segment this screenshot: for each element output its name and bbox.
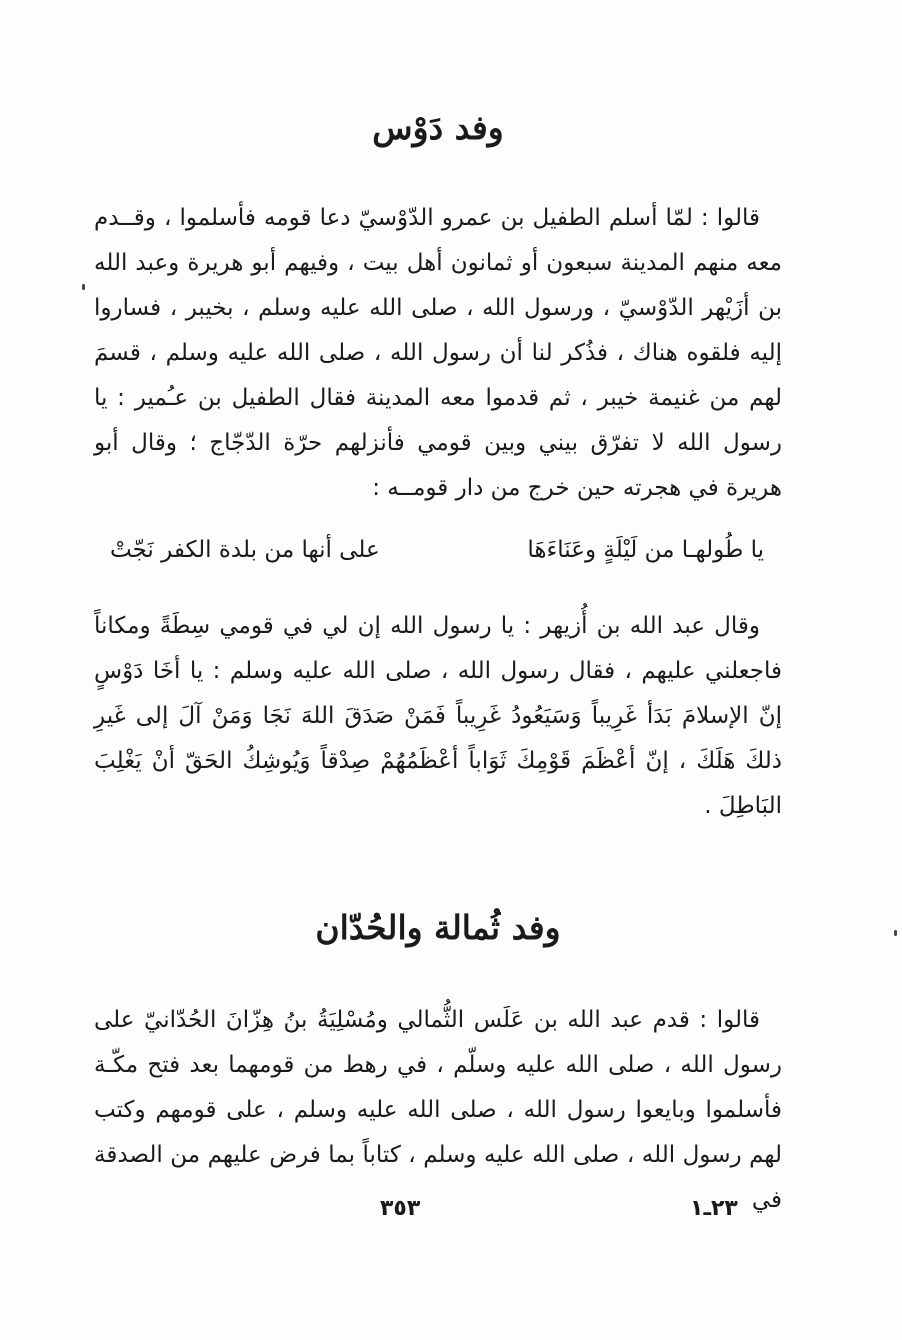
section-title-wafd-thumala: وفد ثُمالة والحُدّان (315, 908, 561, 947)
signature-mark: ٢٣ـ١ (690, 1196, 738, 1221)
section-body-wafd-thumala (94, 998, 782, 1223)
section-body-wafd-daws (94, 196, 782, 511)
print-speck (894, 930, 897, 936)
print-speck (82, 284, 85, 290)
poem-verse (110, 530, 764, 570)
paragraph-daws-1: قالوا : لمّا أسلم الطفيل بن عمرو الدّوْسيّ دعا قومه فأسلموا ، وقــدم معه منهم المدينة سبعون أو ثمانون أهل بيت ، وفيهم أبو هريرة وعبد الله بن أزَيْهر الدّوْسيّ ، ورسول الله ، صلى الله عليه وسلم ، بخيبر ، فساروا إليه فلقوه هناك ، فذُكر لنا أن رسول الله ، صلى الله عليه وسلم ، قسمَ لهم من غنيمة خيبر ، ثم قدموا معه المدينة فقال الطفيل بن عـُمير : يا رسول الله لا تفرّق بيني وبين قومي فأنزلهم حرّة الدّجّاج ؛ وقال أبو هريرة في هجرته حين خرج من دار قومــه : (94, 205, 782, 501)
paragraph-thumala-1: قالوا : قدم عبد الله بن عَلَس الثُّمالي ومُسْلِيَةُ بنُ هِزّانَ الحُدّانيّ على رسول الله ، صلى الله عليه وسلّم ، في رهط من قومهما بعد فتح مكّـة فأسلموا وبايعوا رسول الله ، صلى الله عليه وسلم ، على قومهم وكتب لهم رسول الله ، صلى الله عليه وسلم ، كتاباً بما فرض عليهم من الصدقة في (94, 1007, 782, 1213)
paragraph-daws-2: وقال عبد الله بن أُزيهر : يا رسول الله إن لي في قومي سِطَةً ومكاناً فاجعلني عليهم ، فقال رسول الله ، صلى الله عليه وسلم : يا أخَا دَوْسٍ إنّ الإسلامَ بَدَأ غَرِيباً وَسَيَعُودُ غَرِيباً فَمَنْ صَدَقَ اللهَ نَجَا وَمَنْ آلَ إلى غَيرِ ذلكَ هَلَكَ ، إنّ أعْظَمَ قَوْمِكَ ثَوَاباً أعْظَمُهُمْ صِدْقاً وَيُوشِكُ الحَقّ أنْ يَغْلِبَ البَاطِلَ . (94, 613, 782, 819)
section-body-wafd-daws-2 (94, 604, 782, 829)
page-number: ٣٥٣ (380, 1196, 421, 1221)
verse-second-hemistich: على أنها من بلدة الكفر نَجّتْ (110, 537, 380, 563)
section-title-wafd-daws: وفد دَوْس (372, 108, 504, 147)
verse-first-hemistich: يا طُولهـا من لَيْلَةٍ وعَنَاءَهَا (527, 537, 764, 563)
